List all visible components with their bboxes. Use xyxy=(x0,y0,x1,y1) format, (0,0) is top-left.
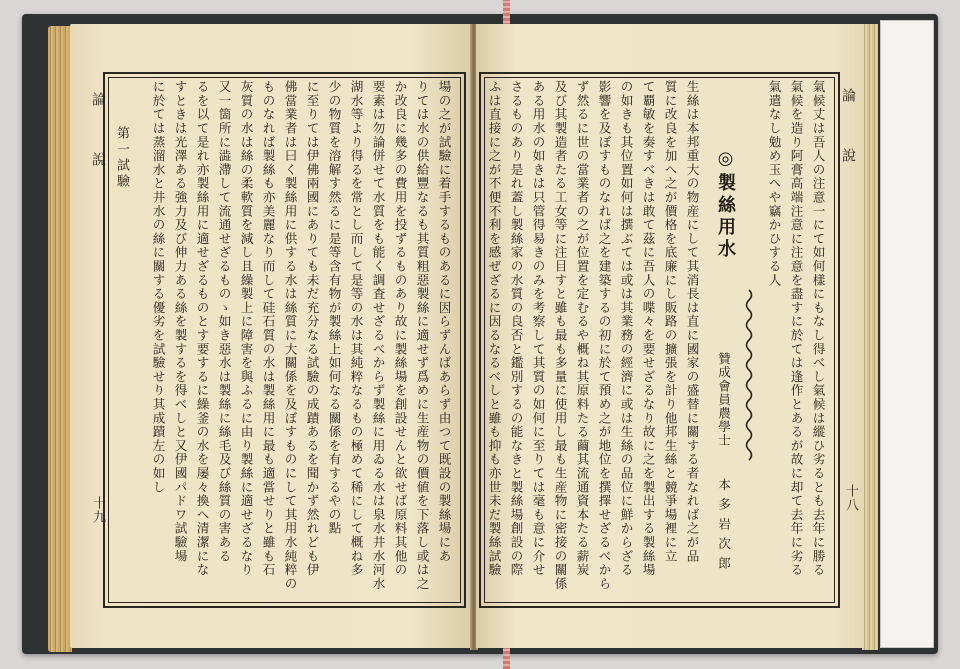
text-column: に於ては蒸溜水と井水の絲に關する優劣を試驗せり其成蹟左の如し xyxy=(150,80,166,494)
text-column: 少の物質を溶解す然るに是等含有物が製絲上如何なる關係を有するやの點 xyxy=(326,80,342,536)
text-column: 灰質の水は絲の柔軟質を減し且繰製上に障害を與ふるに由り製絲に適せざるなり xyxy=(238,80,254,577)
text-column: さるものあり是れ蓋し製絲家の水質の良否と鑑別するの能なきと製絲場創設の際 xyxy=(508,80,524,577)
text-column: 佛當業者は曰く製絲用に供する水は絲質に大關係を及ぼすものにして其用水純粹の xyxy=(282,80,298,591)
text-column: 場の之が試驗に着手するものあるに因らずんばあらず由つて既設の製絲場にあ xyxy=(436,80,452,563)
text-column: 生絲は本邦重大の物産にして其消長は直に國家の盛替に關する者なれば之が品 xyxy=(684,80,700,563)
text-column: 要素は勿論併せて水質をも能く調査せざるべからず製絲に用ゐる水は泉水井水河水 xyxy=(370,80,386,591)
author-name: 本多岩次郎 xyxy=(716,478,731,576)
binding-thread-bottom xyxy=(503,646,510,669)
right-running-head: 論 說 xyxy=(840,88,856,178)
page-stack-right xyxy=(862,24,878,650)
text-column: 及び其製造者たる工女等に注目すと雖も最も多量に使用し最も生産物に密接の關係 xyxy=(552,80,568,591)
text-column: ある用水の如きは只管得易きのみを考察して其質の如何に至りては毫も意に介せ xyxy=(530,80,546,577)
right-page-number: 十八 xyxy=(843,484,858,512)
text-column: 影響を及ぼすものなれば之を建築するの初に於て預め之が地位を撰擇せざるべから xyxy=(596,80,612,591)
text-column: ものなれば製絲も亦美麗なり而して硅石質の水は製絲用に最も適當せりと雖も石 xyxy=(260,80,276,577)
author-affiliation: 贊成會員農學士 xyxy=(716,352,731,448)
page-stack-left xyxy=(48,26,72,652)
text-column: の如きも其位置如何は撰ぶては或は其業務の經濟に或は生絲の品位に鮮からざる xyxy=(618,80,634,577)
text-column: るを以て是れ亦製絲用に適せざるものとす要するに繰釜の水を屡々換へ清潔にな xyxy=(194,80,210,577)
text-column: 湖水等より得るを常とし而して是等の水は其純粹なるもの極めて稀にして概ね多 xyxy=(348,80,364,577)
text-column: て覇敏を奏すべきは敢て茲に吾人の喋々を要せざるなり故に之を製出する製絲場 xyxy=(640,80,656,577)
left-running-head: 論 說 xyxy=(90,92,106,182)
binding-thread-top xyxy=(503,0,510,26)
section-heading: 第一試驗 xyxy=(114,126,129,190)
text-column: 質に改良を加へ之が價格を底廉にし販路の擴張を計り他邦生絲と競爭場裡に立 xyxy=(662,80,678,563)
text-column: 又一箇所に澁滯して流通せざるものゝ如き惡水は製絲に絲毛及び絲質の害ある xyxy=(216,80,232,563)
text-column: 氣候丈は吾人の注意一にて如何樣にもなし得べし氣候は縱ひ劣るとも去年に勝る xyxy=(810,80,826,577)
text-column: に至りては伊佛兩國にありても未だ充分なる試驗の成蹟あるを聞かず然れども伊 xyxy=(304,80,320,577)
wavy-rule-ornament xyxy=(742,290,756,460)
text-column: 氣遣なし勉め玉へや竊かひする人 xyxy=(766,80,782,287)
text-column: ず然るに世の當業者の之が位置を定むるや概ね其原料たる繭其流通資本たる薪炭 xyxy=(574,80,590,577)
endpaper xyxy=(880,20,934,648)
text-column: 氣候を造り阿膏高端注意に注意を盡すに於ては逢作とあるが故に却て去年に劣る xyxy=(788,80,804,577)
text-column: ふは直接に之が不便不利を感ぜざるに因るなるべしと雖も抑も亦世未だ製絲試驗 xyxy=(486,80,502,577)
left-page-number: 十九 xyxy=(90,496,105,524)
text-column: すときは光澤ある強力及び伸力ある絲を製するを得べしと又伊國パドワ試驗場 xyxy=(172,80,188,563)
text-column: りては水の供給豐なるも其質粗惡製絲に適せず爲めに生産物の價値を下落し或は之 xyxy=(414,80,430,591)
article-title: ◎製絲用水 xyxy=(715,148,736,261)
text-column: か改良に幾多の費用を投ずるものあり故に製絲場を創設せんと欲せば原料其他の xyxy=(392,80,408,577)
